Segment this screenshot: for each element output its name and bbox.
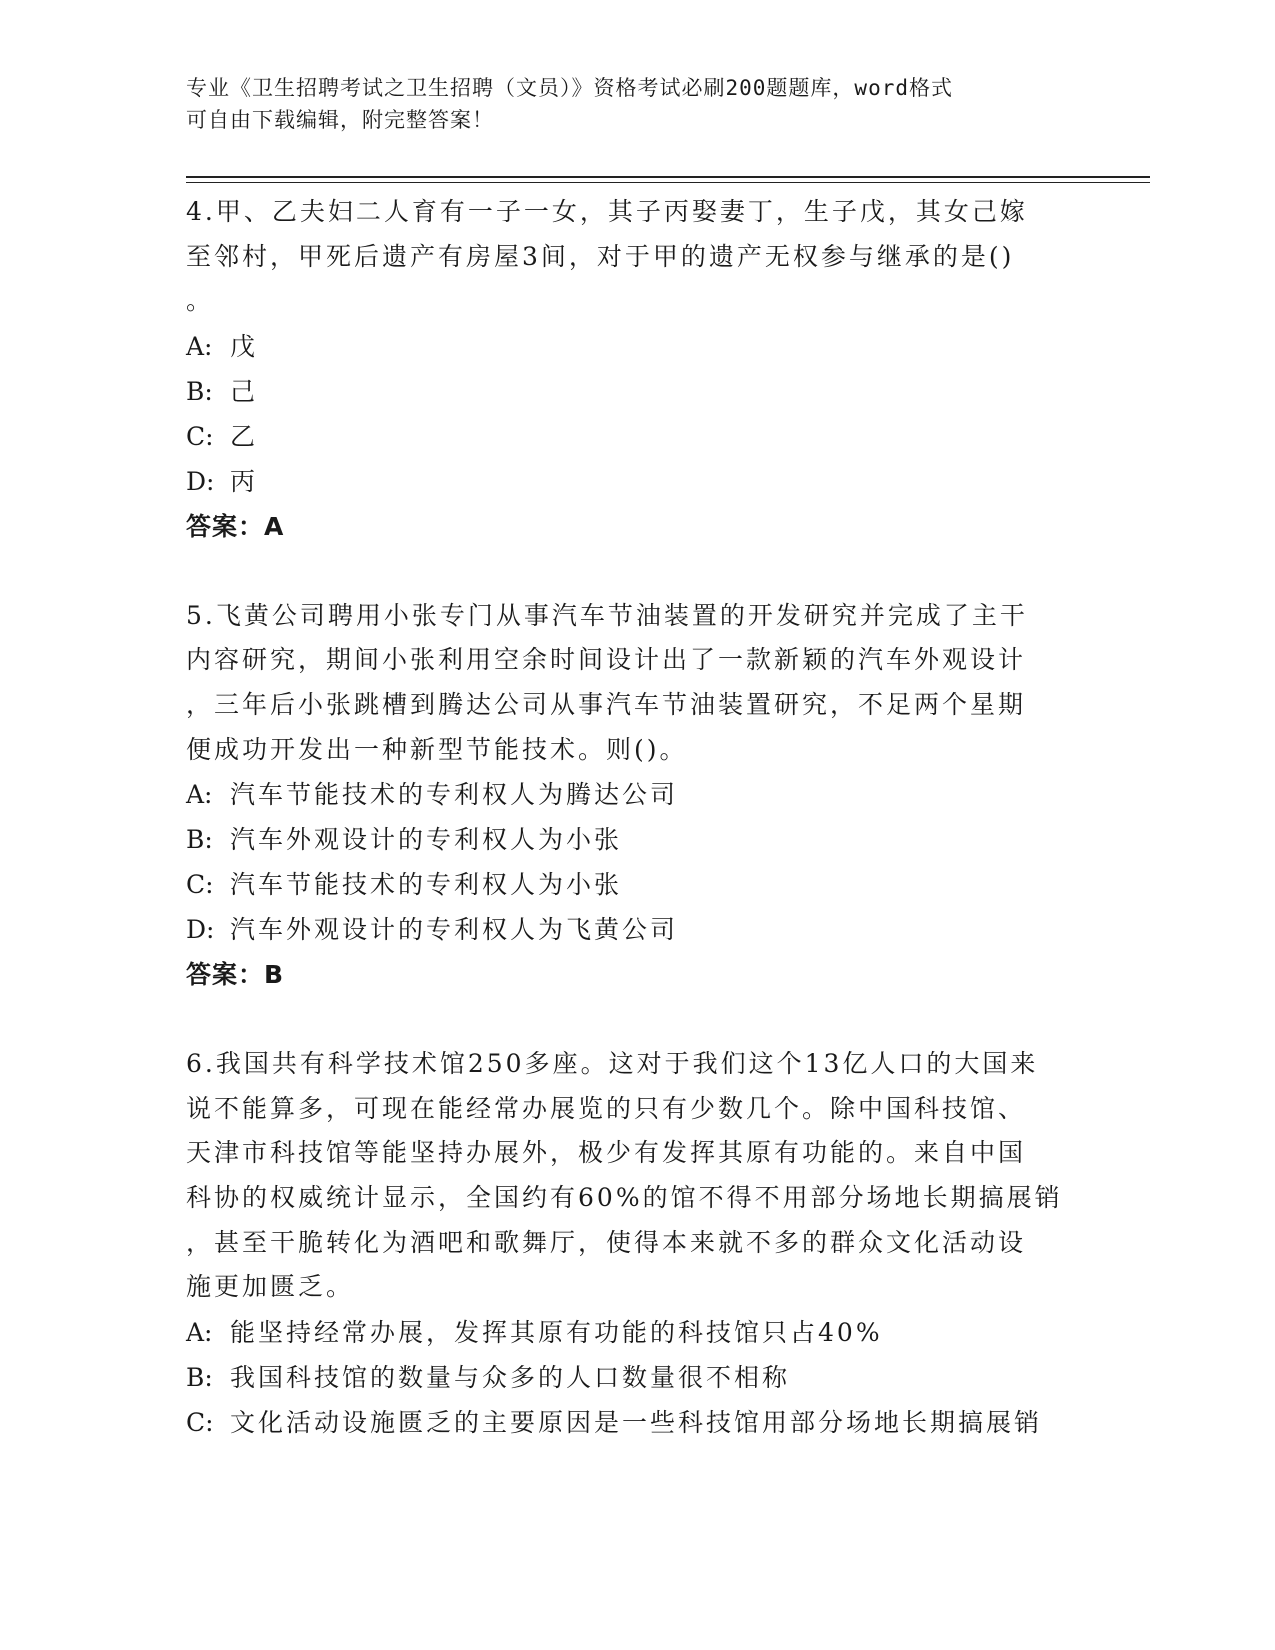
stem-line: 4.甲、乙夫妇二人育有一子一女，其子丙娶妻丁，生子戊，其女己嫁 <box>186 197 1028 226</box>
option-text: 能坚持经常办展，发挥其原有功能的科技馆只占40% <box>230 1317 883 1347</box>
option-b <box>186 1355 1086 1400</box>
header-rule-thin <box>186 182 1150 183</box>
option-b <box>186 817 1086 862</box>
header-rule-thick <box>186 176 1150 178</box>
spacer <box>186 549 1086 594</box>
option-c <box>186 414 1086 459</box>
header-line-2: 可自由下载编辑，附完整答案！ <box>186 108 494 132</box>
question-list <box>186 190 1086 1445</box>
document-header <box>186 72 1056 136</box>
option-text: 乙 <box>230 421 259 451</box>
stem-line: 说不能算多，可现在能经常办展览的只有少数几个。除中国科技馆、 <box>186 1093 1027 1123</box>
option-text: 我国科技馆的数量与众多的人口数量很不相称 <box>230 1362 791 1392</box>
option-a <box>186 324 1086 369</box>
question-stem <box>186 1042 1086 1310</box>
question-4 <box>186 190 1086 549</box>
option-text: 汽车节能技术的专利权人为腾达公司 <box>230 780 679 810</box>
option-d <box>186 459 1086 504</box>
answer-label: 答案：B <box>186 960 285 990</box>
option-key: B: <box>186 376 213 406</box>
question-6 <box>186 1042 1086 1445</box>
option-key: A: <box>186 1317 213 1347</box>
option-key: B: <box>186 1362 213 1392</box>
option-key: A: <box>186 780 213 810</box>
option-c <box>186 1400 1086 1445</box>
option-text: 己 <box>230 376 259 406</box>
spacer <box>186 997 1086 1042</box>
option-text: 汽车节能技术的专利权人为小张 <box>230 870 623 900</box>
option-key: C: <box>186 1407 214 1437</box>
option-text: 丙 <box>230 466 259 496</box>
option-c <box>186 862 1086 907</box>
option-a <box>186 772 1086 817</box>
stem-line: 天津市科技馆等能坚持办展外，极少有发挥其原有功能的。来自中国 <box>186 1138 1027 1168</box>
stem-line: 便成功开发出一种新型节能技术。则()。 <box>186 734 688 764</box>
option-key: C: <box>186 870 214 900</box>
option-key: D: <box>186 466 215 496</box>
question-stem <box>186 594 1086 772</box>
option-d <box>186 907 1086 952</box>
option-text: 汽车外观设计的专利权人为飞黄公司 <box>230 915 679 945</box>
stem-line: 内容研究，期间小张利用空余时间设计出了一款新颖的汽车外观设计 <box>186 645 1027 675</box>
stem-line: 科协的权威统计显示，全国约有60%的馆不得不用部分场地长期搞展销 <box>186 1182 1063 1212</box>
question-5 <box>186 594 1086 997</box>
option-b <box>186 369 1086 414</box>
option-text: 汽车外观设计的专利权人为小张 <box>230 825 623 855</box>
stem-line: ，甚至干脆转化为酒吧和歌舞厅，使得本来就不多的群众文化活动设 <box>186 1227 1027 1257</box>
option-text: 文化活动设施匮乏的主要原因是一些科技馆用部分场地长期搞展销 <box>230 1407 1043 1437</box>
stem-line: ，三年后小张跳槽到腾达公司从事汽车节油装置研究，不足两个星期 <box>186 689 1027 719</box>
option-key: A: <box>186 331 213 361</box>
option-key: B: <box>186 825 213 855</box>
stem-line: 施更加匮乏。 <box>186 1272 355 1302</box>
stem-line: 5.飞黄公司聘用小张专门从事汽车节油装置的开发研究并完成了主干 <box>186 600 1028 630</box>
option-key: C: <box>186 421 214 451</box>
question-stem <box>186 190 1086 324</box>
header-line-1: 专业《卫生招聘考试之卫生招聘（文员）》资格考试必刷200题题库，word格式 <box>186 76 953 100</box>
stem-line: 。 <box>186 286 215 316</box>
stem-line: 至邻村，甲死后遗产有房屋3间，对于甲的遗产无权参与继承的是() <box>186 241 1015 271</box>
option-text: 戊 <box>230 331 259 361</box>
stem-line: 6.我国共有科学技术馆250多座。这对于我们这个13亿人口的大国来 <box>186 1049 1039 1079</box>
answer-label: 答案：A <box>186 511 285 541</box>
option-key: D: <box>186 915 215 945</box>
option-a <box>186 1310 1086 1355</box>
